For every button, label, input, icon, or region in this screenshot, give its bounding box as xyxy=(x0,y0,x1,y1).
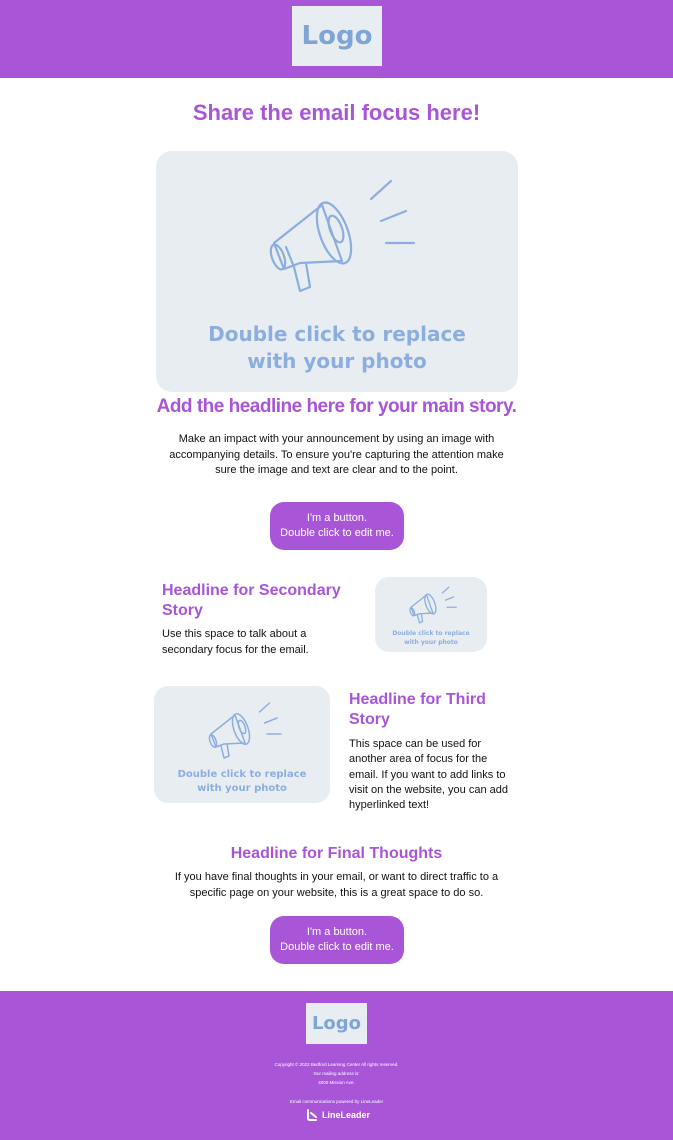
megaphone-icon xyxy=(256,171,416,301)
secondary-story-body: Use this space to talk about a secondary focus for the email. xyxy=(162,628,309,656)
final-cta-line1: I'm a button. xyxy=(306,926,368,938)
email-focus-title: Share the email focus here! xyxy=(192,100,481,125)
lineleader-logo-icon xyxy=(305,1108,319,1122)
third-story-headline: Headline for Third Story xyxy=(349,691,486,728)
main-story-body: Make an impact with your announcement by using an image with accompanying details. To ensure you're capturing the attention make sure the image and text are clear and to the point. xyxy=(169,433,504,476)
final-cta-line2: Double click to edit me. xyxy=(280,941,394,953)
third-photo-placeholder[interactable] xyxy=(154,686,330,803)
secondary-photo-caption: Double click to replace with your photo xyxy=(392,630,470,646)
main-cta-line1: I'm a button. xyxy=(306,512,368,524)
main-cta-button[interactable] xyxy=(270,502,404,550)
lineleader-brand[interactable] xyxy=(305,1107,375,1123)
main-story-headline: Add the headline here for your main story. xyxy=(156,396,517,417)
footer-copyright xyxy=(0,1060,673,1087)
hero-photo-placeholder[interactable] xyxy=(156,151,518,392)
mailing-address: 4000 Mission Ave. xyxy=(318,1080,355,1085)
final-cta-button[interactable] xyxy=(270,916,404,964)
megaphone-icon xyxy=(202,698,282,763)
main-cta-line2: Double click to edit me. xyxy=(280,527,394,539)
megaphone-icon xyxy=(405,584,457,626)
final-thoughts-headline: Headline for Final Thoughts xyxy=(230,845,443,862)
secondary-photo-placeholder[interactable] xyxy=(375,577,487,652)
copyright-text: Copyright © 2022 Bedford Learning Center All rights reserved. xyxy=(274,1062,399,1067)
header-logo[interactable]: Logo xyxy=(292,6,382,66)
final-thoughts-body: If you have final thoughts in your email, or want to direct traffic to a specific page on your website, this is a great space to do so. xyxy=(174,871,499,899)
third-story-body: This space can be used for another area of focus for the email. If you want to add links to visit on the website, you can add hyperlinked text! xyxy=(349,738,508,812)
mailing-label: Our mailing address is: xyxy=(313,1071,360,1076)
secondary-story-headline: Headline for Secondary Story xyxy=(162,582,341,619)
third-photo-caption: Double click to replace with your photo xyxy=(177,769,307,794)
hero-photo-caption: Double click to replace with your photo xyxy=(208,322,466,373)
brand-name: LineLeader xyxy=(322,1110,371,1120)
powered-by-text: Email communications powered by LineLeader xyxy=(289,1099,384,1104)
footer-logo[interactable]: Logo xyxy=(306,1003,367,1044)
